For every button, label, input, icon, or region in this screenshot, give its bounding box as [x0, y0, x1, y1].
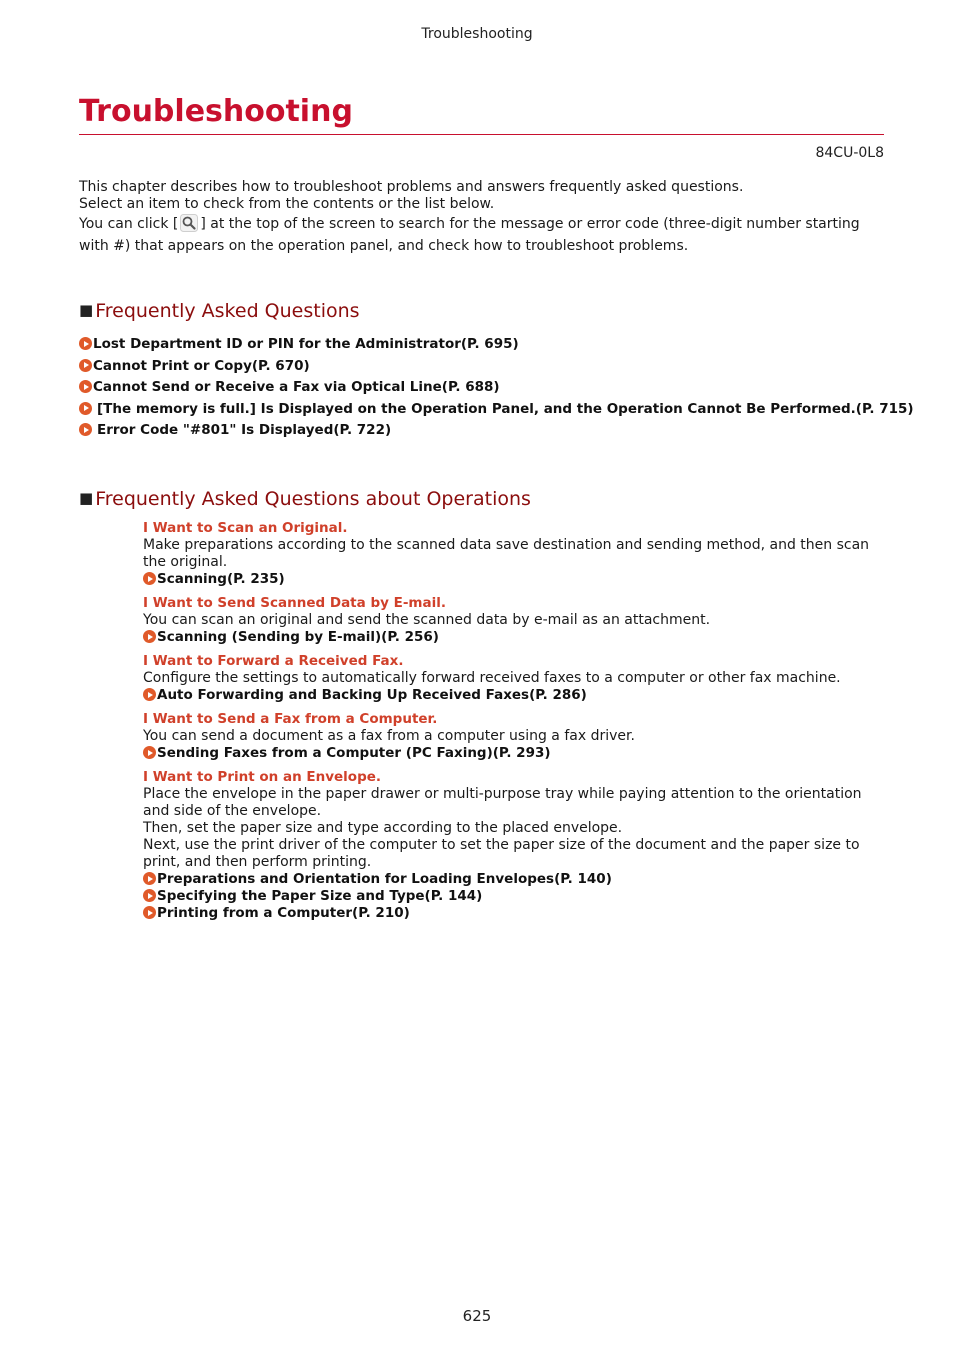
operation-item	[143, 520, 878, 588]
operation-item	[143, 595, 878, 646]
faq-link[interactable]	[79, 420, 914, 442]
operation-link[interactable]	[143, 871, 878, 888]
faq-heading	[79, 300, 360, 322]
faq-heading-text: Frequently Asked Questions	[95, 300, 360, 322]
intro-line-2: Select an item to check from the contents or the list below.	[79, 196, 495, 212]
description-paragraph: Make preparations according to the scanned data save destination and sending method, and then scan the original.	[143, 537, 870, 570]
arrow-right-icon	[143, 889, 156, 902]
operation-link-label[interactable]: Auto Forwarding and Backing Up Received Faxes(P. 286)	[157, 687, 587, 703]
operations-list	[143, 520, 878, 929]
description-paragraph: Place the envelope in the paper drawer or multi-purpose tray while paying attention to the orientation and side of the envelope.	[143, 786, 862, 819]
title-divider	[79, 134, 884, 135]
faq-link-label[interactable]: Cannot Print or Copy(P. 670)	[93, 357, 310, 374]
description-paragraph: Next, use the print driver of the computer to set the paper size of the document and the paper size to print, and then perform printing.	[143, 837, 860, 870]
operation-link-label[interactable]: Sending Faxes from a Computer (PC Faxing)(P. 293)	[157, 745, 551, 761]
arrow-right-icon	[79, 402, 92, 415]
intro-line-3-start: You can click [	[79, 216, 179, 232]
arrow-right-icon	[143, 572, 156, 585]
operation-title: I Want to Print on an Envelope.	[143, 769, 382, 785]
operation-link[interactable]	[143, 888, 878, 905]
description-paragraph: You can send a document as a fax from a computer using a fax driver.	[143, 728, 635, 744]
arrow-right-icon	[79, 423, 92, 436]
operation-title: I Want to Scan an Original.	[143, 520, 348, 536]
heading-marker: ■	[79, 489, 94, 507]
intro-line-1: This chapter describes how to troubleshoot problems and answers frequently asked questions.	[79, 179, 744, 195]
arrow-right-icon	[143, 630, 156, 643]
operation-description	[143, 728, 878, 745]
operation-description	[143, 612, 878, 629]
operation-title: I Want to Forward a Received Fax.	[143, 653, 404, 669]
faq-list	[79, 334, 914, 442]
operation-link-label[interactable]: Specifying the Paper Size and Type(P. 144)	[157, 888, 483, 904]
running-header: Troubleshooting	[421, 26, 533, 42]
arrow-right-icon	[79, 337, 92, 350]
operation-item	[143, 769, 878, 922]
faq-link-label[interactable]: Lost Department ID or PIN for the Administrator(P. 695)	[93, 336, 519, 352]
operation-link[interactable]	[143, 905, 878, 922]
operation-title: I Want to Send Scanned Data by E-mail.	[143, 595, 446, 611]
operation-description	[143, 537, 878, 571]
faq-link[interactable]	[79, 334, 914, 356]
document-code: 84CU-0L8	[815, 145, 884, 161]
arrow-right-icon	[143, 872, 156, 885]
page-title: Troubleshooting	[79, 94, 353, 129]
heading-marker: ■	[79, 301, 94, 319]
arrow-right-icon	[143, 906, 156, 919]
operation-item	[143, 711, 878, 762]
description-paragraph: Then, set the paper size and type according to the placed envelope.	[143, 820, 623, 836]
operation-link[interactable]	[143, 687, 878, 704]
operation-link[interactable]	[143, 629, 878, 646]
search-icon[interactable]	[180, 214, 198, 232]
faq-link[interactable]	[79, 399, 914, 421]
operation-link-label[interactable]: Scanning(P. 235)	[157, 571, 285, 587]
arrow-right-icon	[143, 746, 156, 759]
arrow-right-icon	[79, 380, 92, 393]
intro-line-3	[79, 213, 889, 257]
faq-link-label[interactable]: [The memory is full.] Is Displayed on the Operation Panel, and the Operation Cannot Be Performed.(P. 715)	[97, 400, 914, 417]
operation-link-label[interactable]: Scanning (Sending by E-mail)(P. 256)	[157, 629, 439, 645]
operation-title: I Want to Send a Fax from a Computer.	[143, 711, 438, 727]
intro-text	[79, 179, 889, 257]
operation-description	[143, 670, 878, 687]
description-paragraph: Configure the settings to automatically forward received faxes to a computer or other fax machine.	[143, 670, 841, 686]
faq-link[interactable]	[79, 377, 914, 399]
page-number: 625	[462, 1307, 492, 1325]
faq-link[interactable]	[79, 356, 914, 378]
faq-link-label[interactable]: Cannot Send or Receive a Fax via Optical Line(P. 688)	[93, 379, 500, 395]
intro-line-3-end: ] at the top of the screen to search for the message or error code (three-digit number starting with #) that appears on the operation panel, and check how to troubleshoot problems.	[79, 216, 860, 254]
operations-heading-text: Frequently Asked Questions about Operations	[95, 488, 531, 510]
arrow-right-icon	[79, 359, 92, 372]
operation-link-label[interactable]: Preparations and Orientation for Loading Envelopes(P. 140)	[157, 871, 612, 887]
operation-description	[143, 786, 878, 871]
arrow-right-icon	[143, 688, 156, 701]
operation-link[interactable]	[143, 571, 878, 588]
operations-heading	[79, 488, 531, 510]
operation-link-label[interactable]: Printing from a Computer(P. 210)	[157, 905, 410, 921]
operation-link[interactable]	[143, 745, 878, 762]
description-paragraph: You can scan an original and send the scanned data by e-mail as an attachment.	[143, 612, 711, 628]
faq-link-label[interactable]: Error Code "#801" Is Displayed(P. 722)	[97, 422, 392, 438]
operation-item	[143, 653, 878, 704]
